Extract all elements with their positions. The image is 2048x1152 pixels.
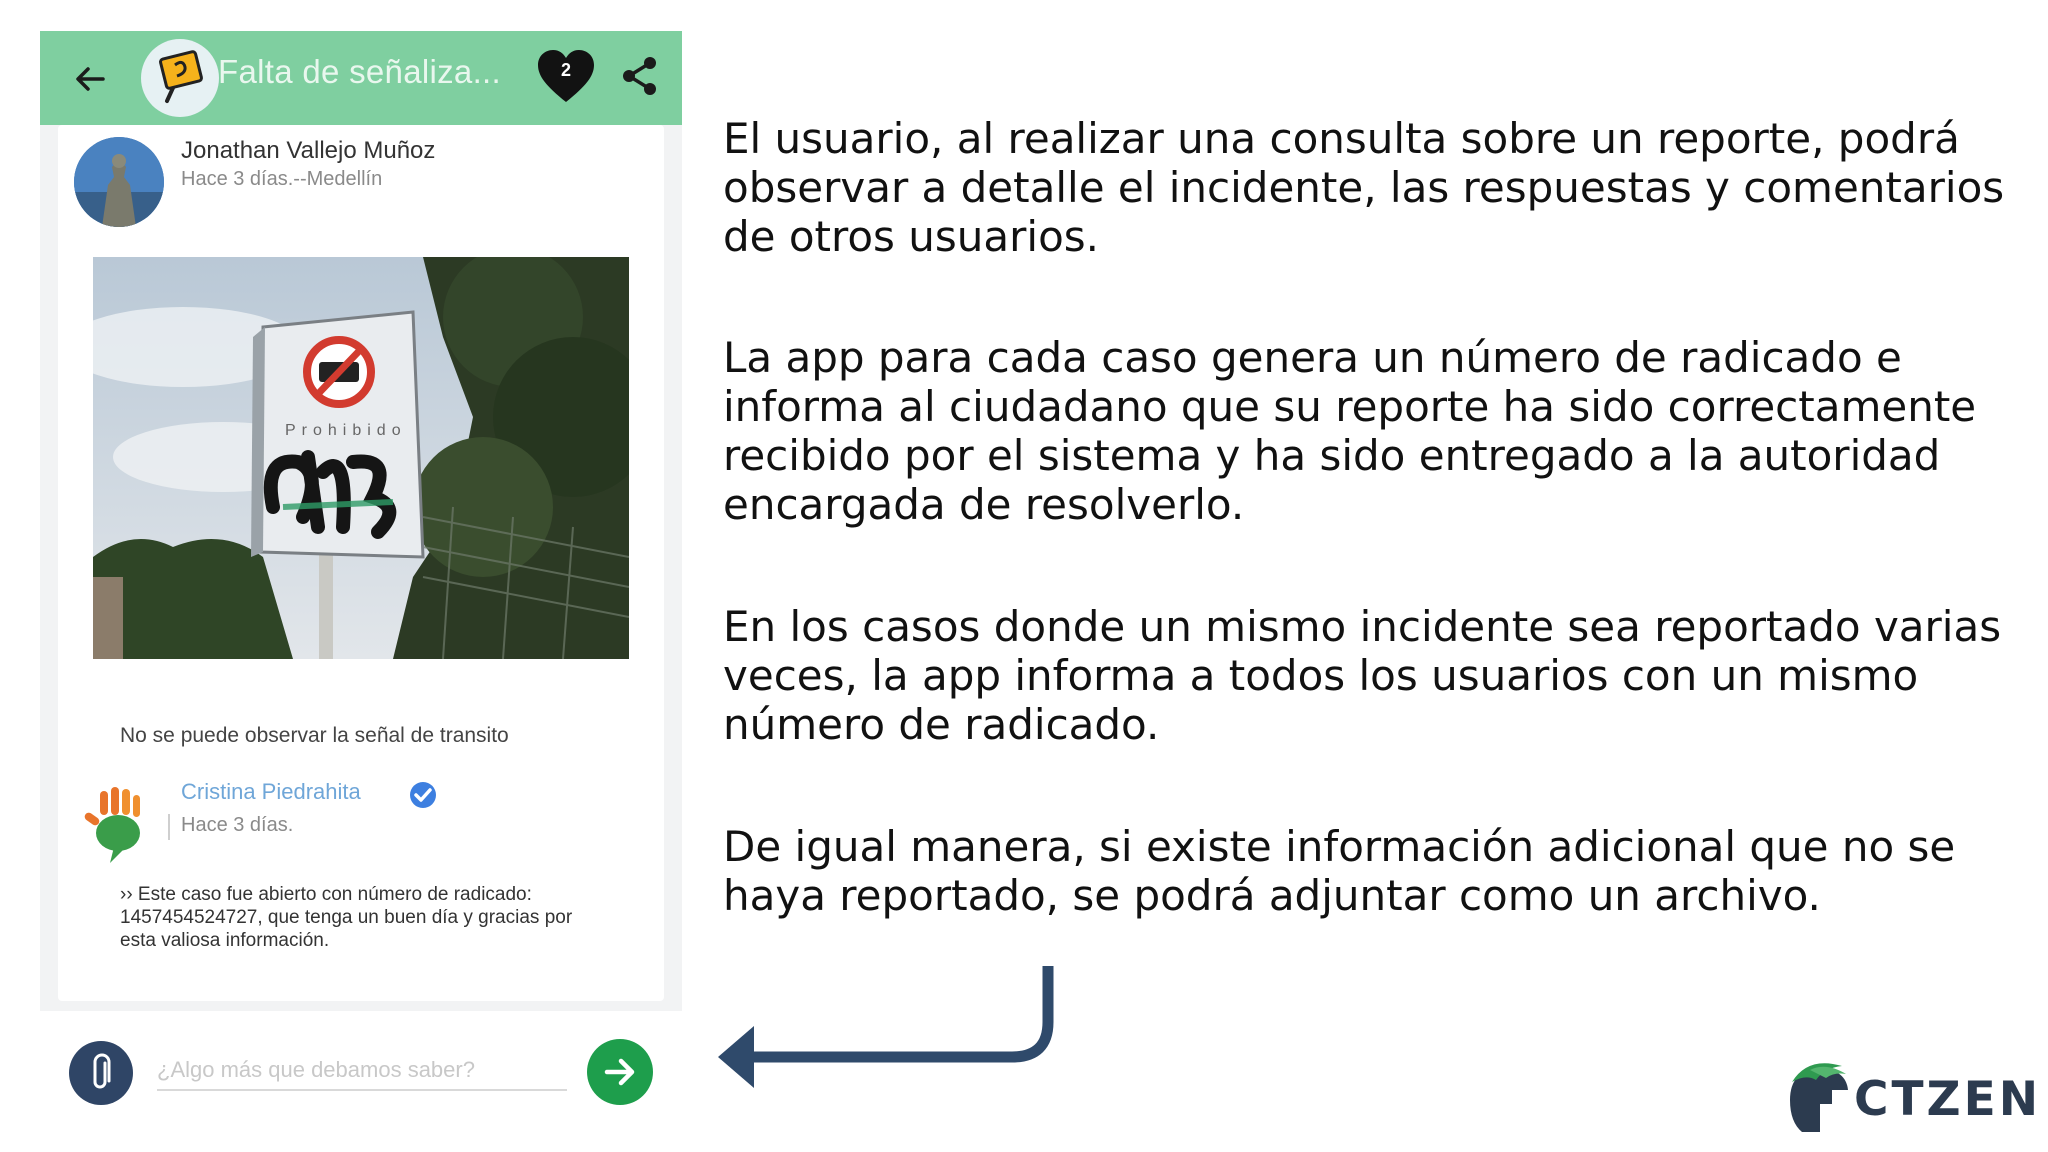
share-icon (617, 53, 663, 99)
spartan-helmet-icon (1780, 1060, 1856, 1140)
back-arrow-icon (73, 62, 107, 96)
report-card (58, 125, 664, 770)
category-icon (141, 39, 219, 117)
sign-post-icon (149, 47, 211, 109)
favorite-count: 2 (560, 60, 571, 80)
comment-input[interactable] (157, 1051, 567, 1091)
verified-badge-icon (408, 780, 438, 810)
send-arrow-icon (600, 1052, 640, 1092)
report-photo[interactable] (93, 257, 629, 659)
brand-name: CTZEN (1854, 1072, 2042, 1127)
reply-meta: Hace 3 días. (181, 814, 294, 836)
sign-text: Prohibido (285, 422, 407, 439)
paperclip-icon (86, 1053, 116, 1093)
paragraph-consultation: El usuario, al realizar una consulta sobre un reporte, podrá observar a detalle el incidente, las respuestas y comentarios de otros usuarios. (723, 114, 2005, 261)
reply-avatar (80, 783, 150, 867)
share-button[interactable] (617, 53, 663, 99)
paragraph-filing-number: La app para cada caso genera un número de radicado e informa al ciudadano que su reporte ha sido correctamente recibido por el sistema y ha sido entregado a la autoridad encargada de resolverlo. (723, 333, 1977, 529)
pointer-arrow-icon (712, 962, 1062, 1092)
attach-button[interactable] (69, 1041, 133, 1105)
favorite-button[interactable] (536, 48, 600, 108)
hand-logo-icon (80, 783, 150, 867)
phone-screen (40, 31, 682, 1152)
paragraph-duplicate-reports: En los casos donde un mismo incidente sea reportado varias veces, la app informa a todos los usuarios con un mismo número de radicado. (723, 602, 2002, 749)
reply-author[interactable]: Cristina Piedrahita (181, 779, 361, 804)
send-button[interactable] (587, 1039, 653, 1105)
report-meta: Hace 3 días.--Medellín (181, 168, 383, 190)
report-caption: No se puede observar la señal de transito (120, 724, 509, 747)
report-title: Falta de señaliza... (218, 53, 501, 90)
meta-divider (168, 814, 170, 840)
paragraph-attachments: De igual manera, si existe información adicional que no se haya reportado, se podrá adjuntar como un archivo. (723, 822, 1956, 920)
user-photo (74, 137, 164, 227)
report-author: Jonathan Vallejo Muñoz (181, 137, 436, 164)
traffic-sign-photo (93, 257, 629, 659)
app-bar (40, 31, 682, 125)
brand-logo (1780, 1060, 2042, 1140)
back-button[interactable] (70, 59, 110, 99)
comment-bar (40, 1011, 682, 1152)
reply-message: ›› Este caso fue abierto con número de radicado: 1457454524727, que tenga un buen día y gracias por esta valiosa información. (120, 884, 573, 951)
reply-card (58, 759, 664, 1001)
avatar (74, 137, 164, 227)
